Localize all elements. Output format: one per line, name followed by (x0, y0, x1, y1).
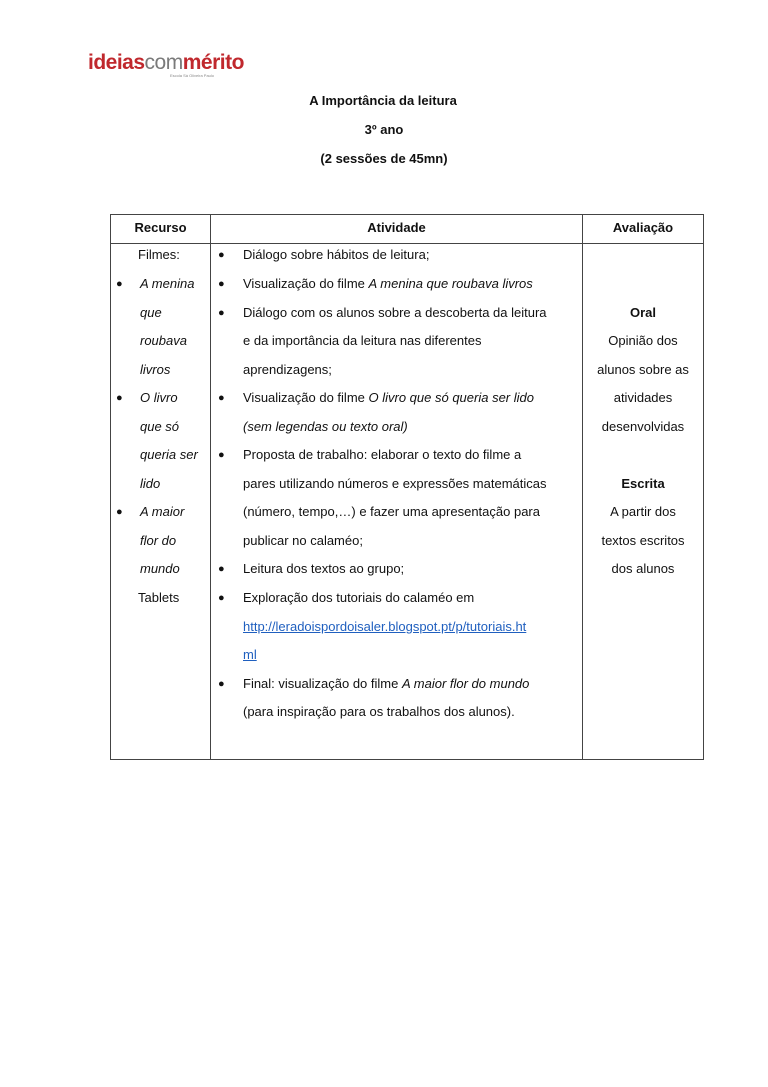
activity-proposal-line: (número, tempo,…) e fazer uma apresentação para (243, 504, 540, 519)
activity-dialogue-line: e da importância da leitura nas diferentes (243, 333, 482, 348)
bullet-icon: ● (218, 678, 225, 690)
oral-line: alunos sobre as (597, 362, 689, 377)
activity-read-texts: Leitura dos textos ao grupo; (243, 561, 405, 576)
header-activity: Atividade (367, 220, 426, 235)
activity-proposal-line: pares utilizando números e expressões matemáticas (243, 476, 547, 491)
bullet-icon: ● (218, 249, 225, 261)
bullet-icon: ● (218, 449, 225, 461)
sessions-label: (2 sessões de 45mn) (320, 151, 448, 166)
activity-final-film-note: (para inspiração para os trabalhos dos alunos). (243, 704, 515, 719)
oral-title: Oral (629, 305, 656, 320)
activity-dialogue-line: Diálogo com os alunos sobre a descoberta da leitura (243, 305, 547, 320)
logo (88, 52, 244, 78)
tutorials-link-continued[interactable]: ml (243, 647, 257, 662)
tutorials-link[interactable]: http://leradoispordoisaler.blogspot.pt/p/tutoriais.ht (243, 619, 527, 634)
bullet-icon: ● (218, 278, 225, 290)
written-line: A partir dos (610, 504, 676, 519)
logo-tagline: Escola Sá Oliveira Paulo (170, 73, 215, 78)
bullet-icon: ● (116, 392, 123, 404)
bullet-icon: ● (116, 278, 123, 290)
written-line: dos alunos (611, 561, 675, 576)
activity-watch-film2-note: (sem legendas ou texto oral) (243, 419, 408, 434)
film1-line: roubava (140, 333, 187, 348)
column-divider (210, 215, 211, 759)
grade-label: 3º ano (364, 122, 404, 137)
activity-watch-film2: Visualização do filme O livro que só queria ser lido (243, 390, 534, 405)
oral-line: Opinião dos (608, 333, 678, 348)
activity-proposal-line: Proposta de trabalho: elaborar o texto do filme a (243, 447, 522, 462)
film1-line: A menina (140, 276, 195, 291)
activity-dialogue-habits: Diálogo sobre hábitos de leitura; (243, 247, 430, 262)
film3-line: mundo (140, 561, 180, 576)
activity-watch-film1: Visualização do filme A menina que roubava livros (243, 276, 533, 291)
oral-line: atividades (613, 390, 673, 405)
film3-line: flor do (140, 533, 177, 548)
activity-dialogue-line: aprendizagens; (243, 362, 332, 377)
bullet-icon: ● (218, 307, 225, 319)
written-title: Escrita (621, 476, 665, 491)
film1-line: livros (140, 362, 171, 377)
activity-final-film: Final: visualização do filme A maior flor do mundo (243, 676, 530, 691)
film2-line: lido (140, 476, 161, 491)
bullet-icon: ● (218, 563, 225, 575)
film1-line: que (140, 305, 162, 320)
bullet-icon: ● (116, 506, 123, 518)
written-line: textos escritos (601, 533, 685, 548)
header-divider (111, 243, 703, 244)
logo-wordmark: ideiascommérito (88, 51, 244, 74)
film2-line: que só (140, 419, 180, 434)
header-evaluation: Avaliação (612, 220, 674, 235)
film3-line: A maior (140, 504, 185, 519)
films-label: Filmes: (138, 247, 180, 262)
activity-tutorials: Exploração dos tutoriais do calaméo em (243, 590, 475, 605)
tablets-label: Tablets (138, 590, 180, 605)
lesson-plan-table (110, 214, 704, 760)
document-title: A Importância da leitura (309, 93, 457, 108)
activity-proposal-line: publicar no calaméo; (243, 533, 363, 548)
header-resource: Recurso (134, 220, 187, 235)
oral-line: desenvolvidas (601, 419, 685, 434)
film2-line: queria ser (140, 447, 198, 462)
bullet-icon: ● (218, 392, 225, 404)
film2-line: O livro (140, 390, 178, 405)
bullet-icon: ● (218, 592, 225, 604)
